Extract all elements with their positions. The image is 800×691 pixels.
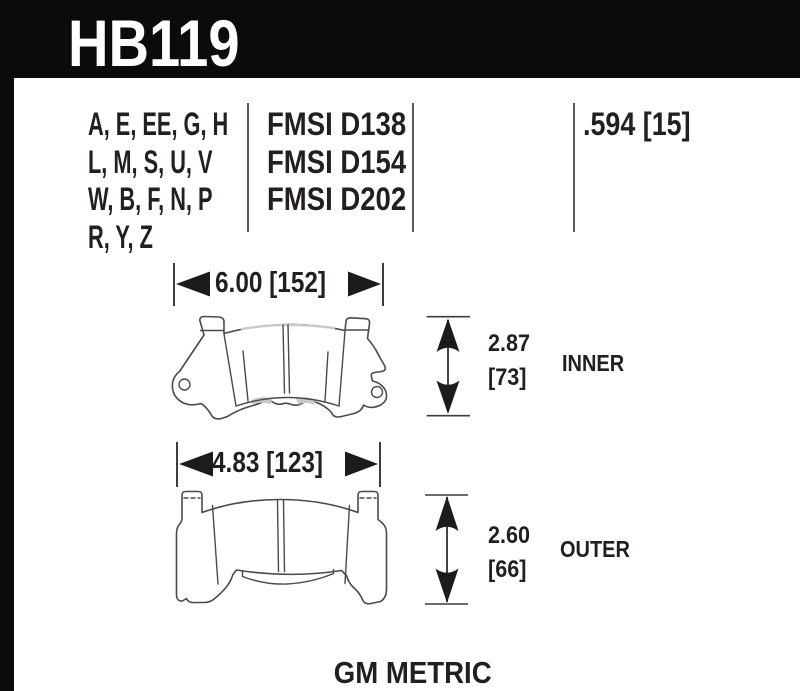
- part-number: HB119: [68, 6, 240, 80]
- inner-pad-drawing: [172, 317, 386, 419]
- fmsi-row: FMSI D154: [267, 143, 407, 180]
- inner-width-dimension-text: 6.00 [152]: [215, 267, 327, 299]
- compound-row: A, E, EE, G, H: [88, 106, 229, 142]
- outer-width-dimension-text: 4.83 [123]: [212, 447, 324, 479]
- inner-height-inches: 2.87: [488, 330, 531, 357]
- pad-thickness-value: .594 [15]: [583, 106, 691, 142]
- outer-height-inches: 2.60: [488, 522, 531, 549]
- compound-row: R, Y, Z: [88, 218, 153, 255]
- outer-height-dimension: [425, 495, 468, 604]
- compound-row: L, M, S, U, V: [88, 143, 213, 180]
- fmsi-row: FMSI D138: [267, 106, 407, 142]
- outer-height-mm: [66]: [488, 556, 527, 583]
- compound-row: W, B, F, N, P: [88, 181, 213, 217]
- inner-pad-label: INNER: [562, 350, 625, 376]
- fmsi-row: FMSI D202: [267, 181, 407, 217]
- inner-height-dimension: [427, 317, 470, 416]
- application-name: GM METRIC: [334, 655, 492, 690]
- inner-height-mm: [73]: [488, 364, 527, 391]
- outer-pad-drawing: [177, 492, 387, 604]
- outer-pad-label: OUTER: [560, 536, 630, 562]
